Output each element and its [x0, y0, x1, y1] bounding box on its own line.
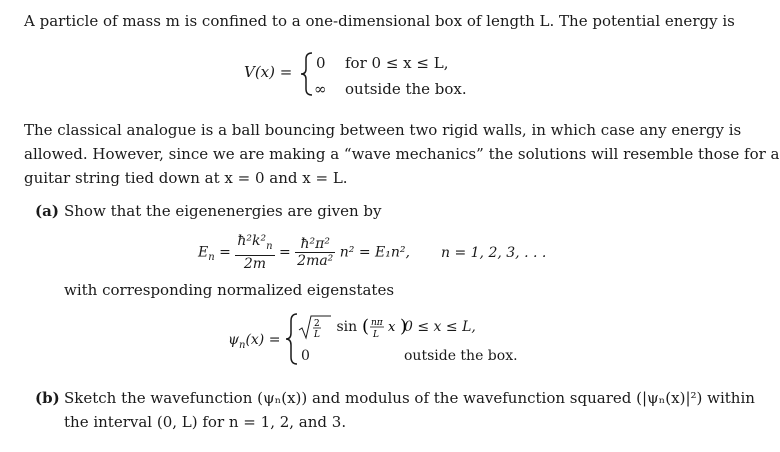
- potential-case-2-condition: outside the box.: [345, 80, 467, 98]
- intro-line-1: A particle of mass m is confined to a one-dimensional box of length L. The potential energy is: [24, 12, 735, 30]
- psi-case-1-sin: sin: [336, 319, 358, 335]
- svg-text:(: (: [361, 316, 369, 337]
- frac-2-den: 2ma²: [297, 252, 334, 269]
- n-range: n = 1, 2, 3, . . .: [441, 245, 547, 261]
- energy-tail: n² = E₁n²,: [339, 244, 410, 261]
- part-a-text: Show that the eigenenergies are given by: [64, 202, 382, 220]
- potential-lhs-text: V(x) =: [244, 63, 293, 81]
- part-a-label: (a): [35, 202, 59, 220]
- psi-lhs: [228, 331, 280, 355]
- frac-1-num: ħ²k²: [237, 233, 267, 249]
- potential-case-1-value: 0: [316, 54, 326, 72]
- psi-brace: [285, 312, 299, 366]
- psi-case-1: [298, 314, 414, 340]
- part-b-label: (b): [35, 389, 60, 407]
- svg-text:L: L: [314, 330, 320, 340]
- potential-case-2-value: ∞: [314, 80, 327, 98]
- psi-arg: (x) =: [245, 332, 281, 348]
- part-b-line-2: the interval (0, L) for n = 1, 2, and 3.: [64, 413, 347, 431]
- potential-lhs: [244, 63, 292, 81]
- psi-sub: n: [238, 339, 246, 351]
- sqrt-two-over-L: [298, 314, 332, 340]
- energy-lhs: E: [198, 244, 209, 261]
- frac-2-num: ħ²π²: [295, 236, 335, 253]
- classical-line-3: guitar string tied down at x = 0 and x = L.: [24, 169, 348, 187]
- energy-lhs-sub: n: [208, 252, 215, 264]
- potential-case-1-condition: for 0 ≤ x ≤ L,: [345, 54, 449, 72]
- svg-text:x: x: [387, 320, 395, 335]
- energy-frac-1: [235, 233, 274, 272]
- svg-text:L: L: [372, 330, 379, 340]
- energy-equation: [198, 233, 410, 272]
- with-text: with corresponding normalized eigenstates: [64, 281, 395, 299]
- svg-text:nπ: nπ: [370, 318, 383, 328]
- frac-1-den: 2m: [243, 255, 267, 272]
- classical-line-1: The classical analogue is a ball bouncing between two rigid walls, in which case any energy is: [24, 121, 742, 139]
- psi-case-2-condition: outside the box.: [404, 348, 518, 364]
- frac-1-num-sub: n: [266, 240, 273, 252]
- psi-case-1-condition: 0 ≤ x ≤ L,: [404, 319, 476, 335]
- energy-frac-2: [295, 236, 335, 269]
- svg-text:): ): [399, 316, 407, 337]
- potential-brace: [300, 51, 314, 97]
- part-b-line-1: Sketch the wavefunction (ψₙ(x)) and modulus of the wavefunction squared (|ψₙ(x)|²) within: [64, 389, 755, 407]
- equals-1: =: [219, 244, 231, 261]
- classical-line-2: allowed. However, since we are making a “wave mechanics” the solutions will resemble those for a: [24, 145, 780, 163]
- psi-case-2-value: 0: [301, 348, 310, 364]
- svg-text:2: 2: [314, 319, 320, 329]
- equals-2: =: [278, 244, 291, 261]
- psi-symbol: ψ: [228, 332, 239, 348]
